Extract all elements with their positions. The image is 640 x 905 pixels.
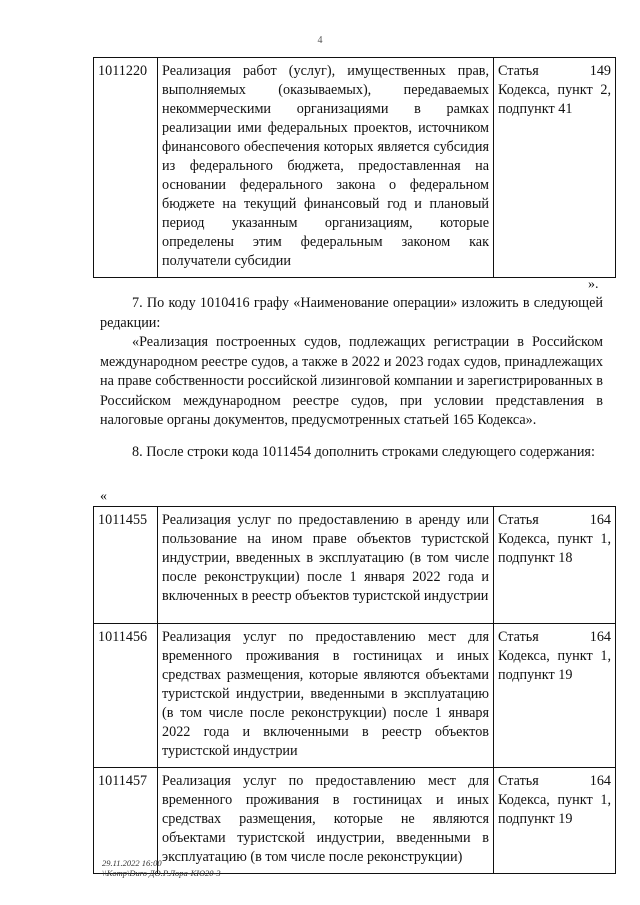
footer-file-path: \\Komp\Duro ДО.Р.Лора-КЮ20-3 [102,868,221,878]
table-row [94,624,616,768]
operation-code: 1011455 [94,507,158,624]
code-article-reference [494,624,616,768]
document-footer [102,858,221,878]
opening-quote: « [100,489,107,504]
code-article-reference [494,58,616,278]
operation-code: 1011220 [94,58,158,278]
article-details: Кодекса, пункт 2, подпункт 41 [498,82,611,117]
article-word: Статья [498,773,539,789]
operations-table-2 [93,506,616,874]
article-details: Кодекса, пункт 1, подпункт 19 [498,792,611,827]
article-number: 149 [589,63,611,79]
footer-timestamp: 29.11.2022 16:00 [102,858,162,868]
paragraph-7 [100,294,603,431]
article-number: 164 [589,512,611,528]
operation-description: Реализация услуг по предоставлению в аренду или пользование на ином праве объектов туристской индустрии, введенных в эксплуатацию (в том числе после реконструкции) после 1 января 2022 года и включенных в реестр объектов туристской индустрии [158,507,494,624]
article-details: Кодекса, пункт 1, подпункт 18 [498,531,611,566]
table-row [94,58,616,278]
operation-description: Реализация услуг по предоставлению мест для временного проживания в гостиницах и иных средствах размещения, которые не являются объектами туристской индустрии, введенными в эксплуатацию (в том числе после реконструкции) [158,768,494,874]
code-article-reference [494,507,616,624]
article-word: Статья [498,629,539,645]
article-details: Кодекса, пункт 1, подпункт 19 [498,648,611,683]
article-word: Статья [498,512,539,528]
paragraph-8-intro: 8. После строки кода 1011454 дополнить строками следующего содержания: [132,444,595,460]
table-row [94,507,616,624]
operation-description: Реализация услуг по предоставлению мест для временного проживания в гостиницах и иных средствах размещения, которые являются объектами туристской индустрии, введенными в эксплуатацию (в том числе после реконструкции) после 1 января 2022 года и включенными в реестр объектов туристской индустрии [158,624,494,768]
operation-code: 1011457 [94,768,158,874]
closing-quote: ». [588,277,599,292]
paragraph-8 [100,443,603,463]
article-number: 164 [589,629,611,645]
operation-code: 1011456 [94,624,158,768]
operation-description: Реализация работ (услуг), имущественных прав, выполняемых (оказываемых), передаваемых некоммерческими организациями в рамках реализации ими федеральных проектов, источником финансового обеспечения которых является субсидия из федерального бюджета, предоставленная на основании федерального закона о федеральном бюджете на текущий финансовый год и плановый период указанным организациям, которые определены этим федеральным законом как получатели субсидии [158,58,494,278]
paragraph-7-text: «Реализация построенных судов, подлежащих регистрации в Российском международном реестре судов, а также в 2022 и 2023 годах судов, принадлежащих на праве собственности российской лизинговой компании и зарегистрированных в Российском международном реестре судов, при условии представления в налоговые органы документов, предусмотренных статьей 165 Кодекса». [100,334,603,428]
code-article-reference [494,768,616,874]
paragraph-7-intro: 7. По коду 1010416 графу «Наименование операции» изложить в следующей редакции: [100,295,603,331]
article-number: 164 [589,773,611,789]
article-word: Статья [498,63,539,79]
operations-table-1 [93,57,616,278]
page-number: 4 [317,35,323,46]
